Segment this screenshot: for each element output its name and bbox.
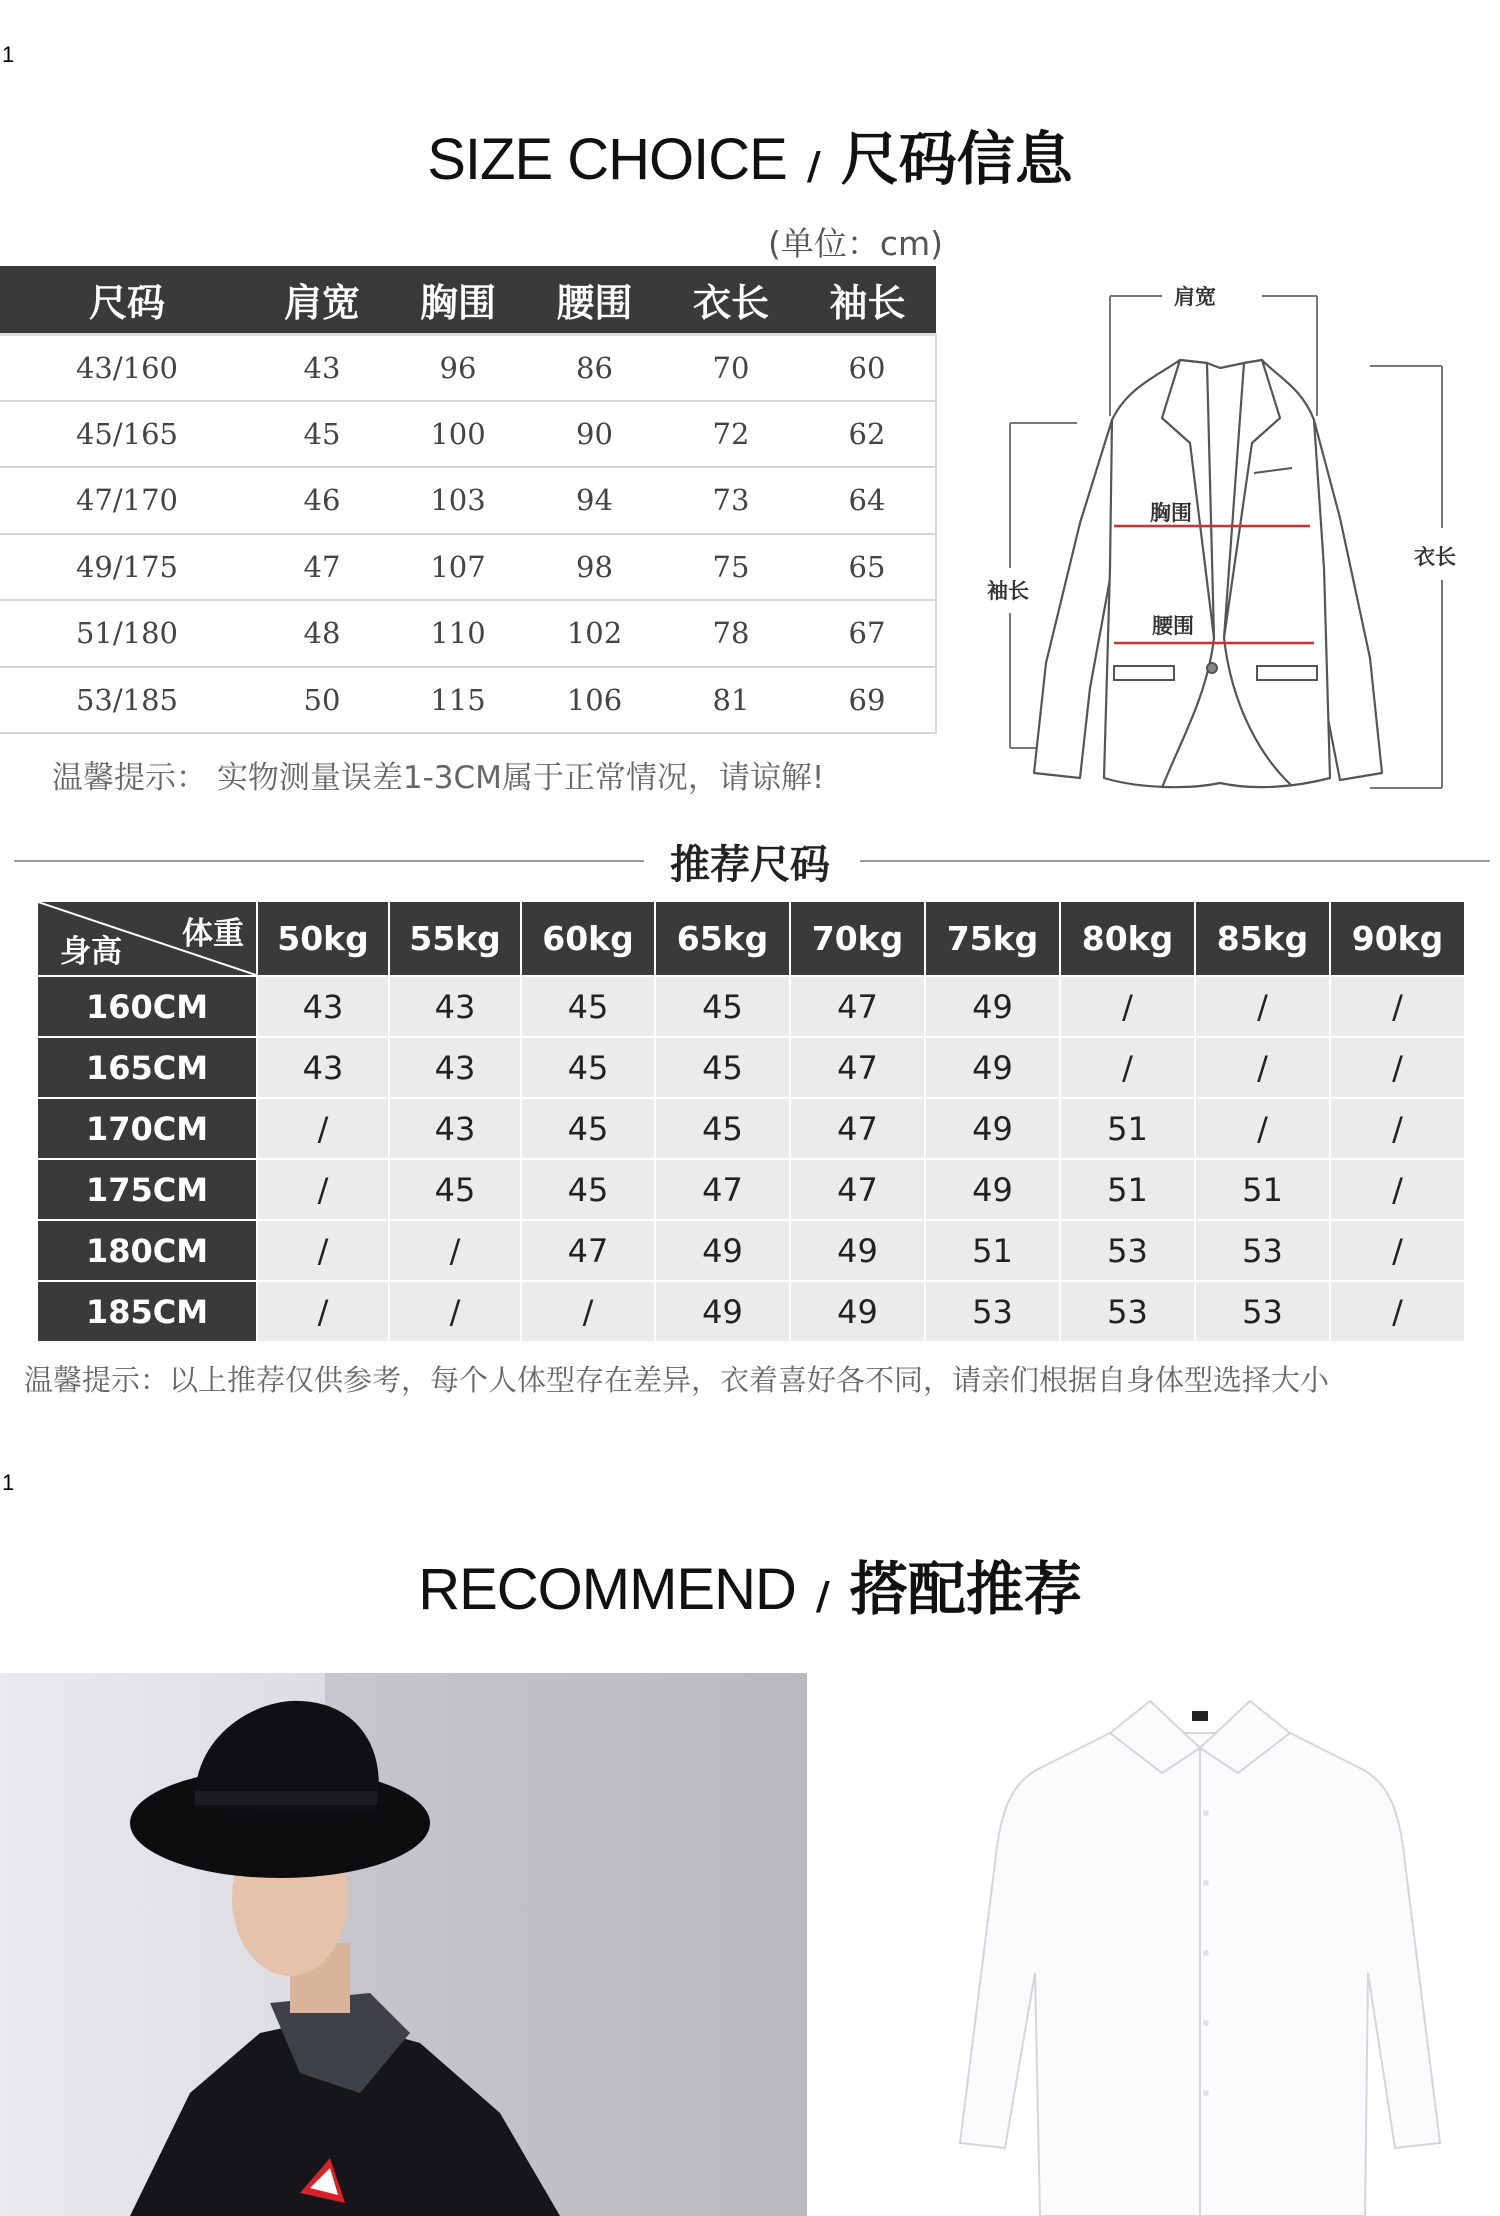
weight-header: 50kg (258, 902, 388, 975)
header-shoulder: 肩宽 (254, 266, 390, 334)
size-table-header-row (0, 266, 936, 334)
table-row (0, 334, 936, 401)
size-cell: 49/175 (0, 534, 254, 601)
sleeve-cell: 64 (799, 467, 936, 534)
chest-cell: 115 (390, 667, 526, 734)
size-cell: 45 (522, 1160, 654, 1219)
length-cell: 81 (663, 667, 799, 734)
shoulder-cell: 43 (254, 334, 390, 401)
header-length: 衣长 (663, 266, 799, 334)
size-cell: 51 (926, 1221, 1059, 1280)
size-cell: 49 (926, 977, 1059, 1036)
size-cell: 45 (656, 1099, 789, 1158)
size-cell: 49 (656, 1221, 789, 1280)
recommend-title-zh: 搭配推荐 (849, 1555, 1082, 1623)
jacket-left-pocket (1114, 666, 1174, 680)
size-cell: 43/160 (0, 334, 254, 401)
waist-cell: 98 (526, 534, 663, 601)
page-marker-top: 1 (2, 42, 15, 67)
header-waist: 腰围 (526, 266, 663, 334)
size-cell: 47/170 (0, 467, 254, 534)
size-cell: 45 (656, 977, 789, 1036)
size-cell: / (1331, 1099, 1464, 1158)
height-header: 175CM (38, 1160, 256, 1219)
size-cell: 45 (522, 1099, 654, 1158)
size-cell: 53/185 (0, 667, 254, 734)
size-cell: 53 (1061, 1282, 1194, 1341)
white-shirt-image (900, 1673, 1500, 2216)
size-cell: / (258, 1160, 388, 1219)
chest-cell: 110 (390, 600, 526, 667)
size-choice-title-en: SIZE CHOICE (427, 127, 787, 192)
size-cell: / (1196, 1099, 1329, 1158)
table-row (0, 600, 936, 667)
size-cell: / (1331, 1221, 1464, 1280)
size-cell: 49 (791, 1282, 924, 1341)
length-cell: 70 (663, 334, 799, 401)
size-cell: 49 (791, 1221, 924, 1280)
corner-height-label: 身高 (60, 934, 122, 970)
waist-cell: 102 (526, 600, 663, 667)
sleeve-cell: 67 (799, 600, 936, 667)
size-cell: 49 (926, 1099, 1059, 1158)
waist-cell: 86 (526, 334, 663, 401)
size-cell: 45 (656, 1038, 789, 1097)
size-cell: 47 (791, 977, 924, 1036)
height-header: 185CM (38, 1282, 256, 1341)
size-cell: / (1331, 1038, 1464, 1097)
waist-cell: 90 (526, 401, 663, 468)
header-size: 尺码 (0, 266, 254, 334)
size-cell: 47 (791, 1160, 924, 1219)
size-cell: 47 (522, 1221, 654, 1280)
jacket-left-sleeve (1034, 420, 1112, 778)
table-row (0, 467, 936, 534)
weight-header: 75kg (926, 902, 1059, 975)
size-cell: 43 (258, 977, 388, 1036)
header-chest: 胸围 (390, 266, 526, 334)
size-cell: 51 (1061, 1099, 1194, 1158)
sleeve-cell: 62 (799, 401, 936, 468)
size-cell: 49 (656, 1282, 789, 1341)
size-cell: / (390, 1282, 520, 1341)
table-row (38, 1099, 1464, 1158)
height-header: 180CM (38, 1221, 256, 1280)
weight-header: 80kg (1061, 902, 1194, 975)
jacket-measurement-diagram (962, 268, 1500, 808)
jacket-body (1104, 360, 1330, 787)
waist-label: 腰围 (1152, 614, 1194, 638)
page-marker-middle: 1 (2, 1470, 15, 1495)
recommend-header-row (38, 902, 1464, 975)
table-row (0, 667, 936, 734)
size-cell: 53 (926, 1282, 1059, 1341)
sleeve-label: 袖长 (987, 579, 1029, 603)
size-cell: 45 (522, 1038, 654, 1097)
size-cell: 49 (926, 1160, 1059, 1219)
size-cell: 51/180 (0, 600, 254, 667)
size-choice-title-zh: 尺码信息 (840, 125, 1073, 193)
size-choice-title (0, 112, 1500, 196)
size-cell: 43 (258, 1038, 388, 1097)
height-header: 170CM (38, 1099, 256, 1158)
jacket-right-pocket (1257, 666, 1317, 680)
title-separator: / (806, 144, 821, 188)
recommendation-tip: 温馨提示：以上推荐仅供参考，每个人体型存在差异，衣着喜好各不同，请亲们根据自身体型选择大小 (24, 1363, 1330, 1397)
recommend-size-table (36, 900, 1466, 1343)
recommend-title-en: RECOMMEND (418, 1557, 796, 1622)
size-cell: / (258, 1221, 388, 1280)
weight-header: 70kg (791, 902, 924, 975)
size-cell: / (1331, 977, 1464, 1036)
shoulder-cell: 47 (254, 534, 390, 601)
length-cell: 75 (663, 534, 799, 601)
size-cell: 53 (1196, 1221, 1329, 1280)
size-cell: / (1061, 977, 1194, 1036)
size-cell: / (1331, 1160, 1464, 1219)
shirt-label (1192, 1711, 1208, 1721)
table-row (38, 1221, 1464, 1280)
size-cell: 49 (926, 1038, 1059, 1097)
sleeve-cell: 69 (799, 667, 936, 734)
measurement-tip: 温馨提示： 实物测量误差1-3CM属于正常情况，请谅解! (52, 760, 825, 796)
size-cell: / (1331, 1282, 1464, 1341)
chest-cell: 100 (390, 401, 526, 468)
size-cell: 45 (390, 1160, 520, 1219)
chest-cell: 107 (390, 534, 526, 601)
waist-cell: 106 (526, 667, 663, 734)
shoulder-cell: 46 (254, 467, 390, 534)
size-cell: 45/165 (0, 401, 254, 468)
recommend-title (0, 1542, 1500, 1626)
shoulder-cell: 45 (254, 401, 390, 468)
size-cell: 43 (390, 977, 520, 1036)
size-cell: / (522, 1282, 654, 1341)
waist-cell: 94 (526, 467, 663, 534)
length-cell: 73 (663, 467, 799, 534)
section-divider-left (14, 860, 644, 862)
header-sleeve: 袖长 (799, 266, 936, 334)
size-cell: 53 (1196, 1282, 1329, 1341)
table-row (38, 1160, 1464, 1219)
unit-label: (单位：cm) (768, 224, 944, 263)
size-cell: / (1196, 1038, 1329, 1097)
size-cell: 51 (1196, 1160, 1329, 1219)
weight-header: 55kg (390, 902, 520, 975)
table-row (38, 977, 1464, 1036)
weight-header: 60kg (522, 902, 654, 975)
table-row (0, 534, 936, 601)
jacket-button (1207, 663, 1217, 673)
size-cell: / (1061, 1038, 1194, 1097)
corner-weight-label: 体重 (182, 916, 244, 952)
size-cell: / (1196, 977, 1329, 1036)
chest-cell: 96 (390, 334, 526, 401)
model-photo (0, 1673, 807, 2216)
weight-header: 85kg (1196, 902, 1329, 975)
sleeve-cell: 65 (799, 534, 936, 601)
title-separator: / (815, 1574, 830, 1618)
recommend-size-title: 推荐尺码 (670, 842, 830, 888)
table-row (38, 1282, 1464, 1341)
size-cell: / (258, 1282, 388, 1341)
size-cell: / (390, 1221, 520, 1280)
size-cell: 47 (791, 1099, 924, 1158)
length-cell: 72 (663, 401, 799, 468)
corner-header (38, 902, 256, 975)
size-cell: 43 (390, 1099, 520, 1158)
shoulder-cell: 50 (254, 667, 390, 734)
weight-header: 65kg (656, 902, 789, 975)
height-header: 160CM (38, 977, 256, 1036)
size-table (0, 266, 937, 734)
size-cell: 47 (791, 1038, 924, 1097)
table-row (38, 1038, 1464, 1097)
table-row (0, 401, 936, 468)
size-cell: 51 (1061, 1160, 1194, 1219)
height-header: 165CM (38, 1038, 256, 1097)
shoulder-label: 肩宽 (1174, 285, 1216, 309)
weight-header: 90kg (1331, 902, 1464, 975)
section-divider-right (860, 860, 1490, 862)
size-cell: / (258, 1099, 388, 1158)
size-cell: 53 (1061, 1221, 1194, 1280)
length-cell: 78 (663, 600, 799, 667)
chest-label: 胸围 (1150, 501, 1192, 525)
length-label: 衣长 (1414, 545, 1456, 569)
size-cell: 45 (522, 977, 654, 1036)
shoulder-cell: 48 (254, 600, 390, 667)
size-cell: 43 (390, 1038, 520, 1097)
chest-cell: 103 (390, 467, 526, 534)
sleeve-cell: 60 (799, 334, 936, 401)
size-cell: 47 (656, 1160, 789, 1219)
